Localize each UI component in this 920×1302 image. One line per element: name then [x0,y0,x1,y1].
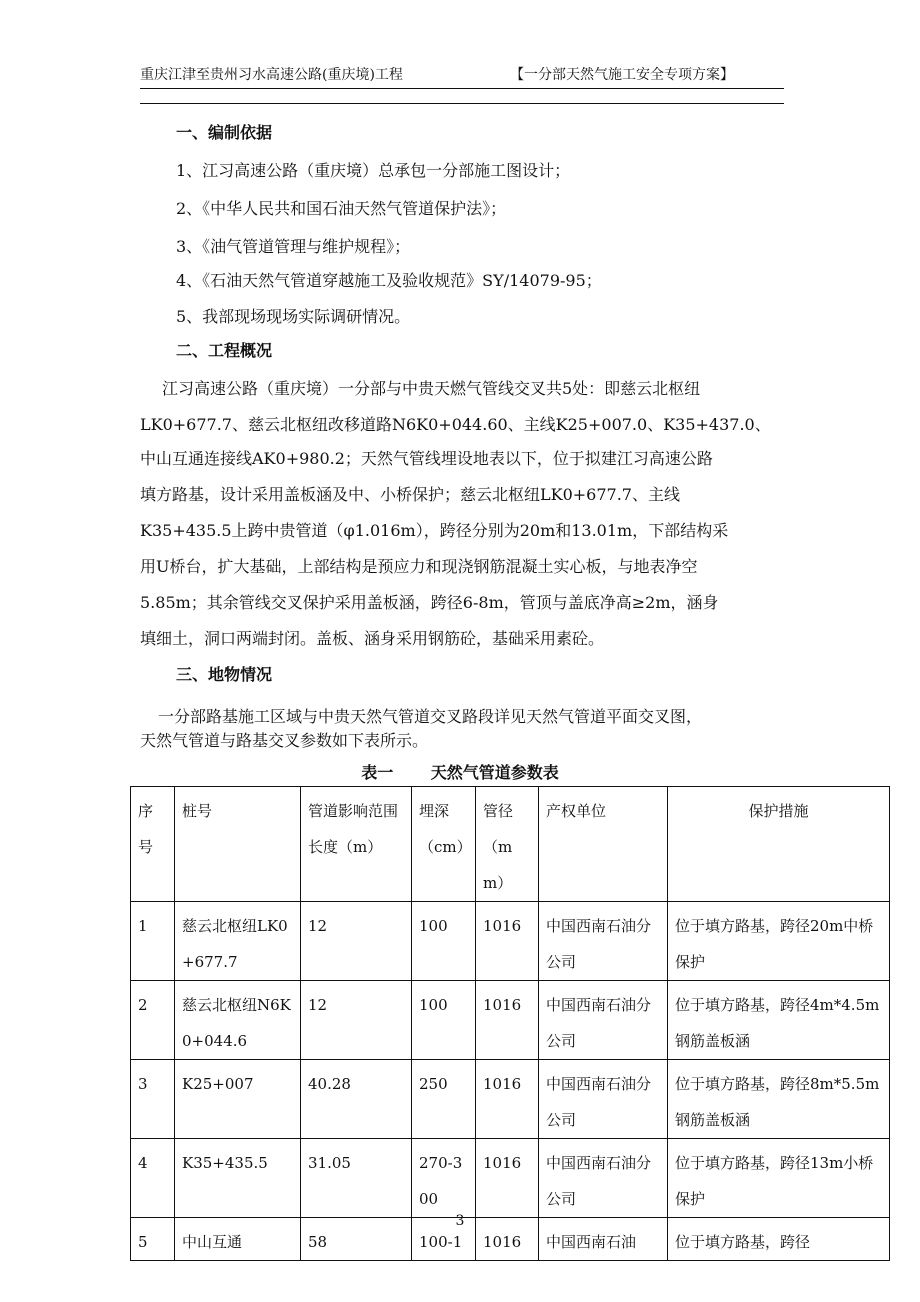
table-cell: 中国西南石油分公司 [539,981,668,1060]
header-cell: 管道影响范围长度（m） [301,787,412,902]
table-row [131,981,890,1060]
section1-heading: 一、编制依据 [176,123,273,142]
table-cell: 中山互通 [175,1218,301,1261]
page-header [140,64,784,86]
table-cell: 1016 [476,1218,539,1261]
table-cell: 1 [131,902,175,981]
table-row [131,1060,890,1139]
table-cell: K25+007 [175,1060,301,1139]
header-cell: 桩号 [175,787,301,902]
table-cell: 4 [131,1139,175,1218]
header-document-title: 【一分部天然气施工安全专项方案】 [510,67,734,83]
table-cell: 5 [131,1218,175,1261]
header-rule-top [140,88,784,89]
table-cell: 中国西南石油分公司 [539,1139,668,1218]
table-cell: 位于填方路基，跨径4m*4.5m钢筋盖板涵 [668,981,890,1060]
table-cell: 中国西南石油分公司 [539,902,668,981]
table-cell: 1016 [476,1060,539,1139]
section2-paragraph-line: 中山互通连接线AK0+980.2；天然气管线埋设地表以下，位于拟建江习高速公路 [140,449,713,468]
table-cell: 58 [301,1218,412,1261]
section3-heading: 三、地物情况 [176,665,273,684]
section2-heading: 二、工程概况 [176,341,273,360]
pipeline-parameter-table [130,786,890,1261]
section2-paragraph-line: 用U桥台，扩大基础，上部结构是预应力和现浇钢筋混凝土实心板，与地表净空 [140,557,698,576]
header-rule-bottom [140,103,784,104]
table-cell: 慈云北枢纽LK0+677.7 [175,902,301,981]
table-cell: 位于填方路基，跨径20m中桥保护 [668,902,890,981]
section2-paragraph-line: 填细土，洞口两端封闭。盖板、涵身采用钢筋砼，基础采用素砼。 [140,629,605,648]
table-cell: 2 [131,981,175,1060]
header-cell: 管径（mm） [476,787,539,902]
table-cell: 12 [301,902,412,981]
table-cell: 31.05 [301,1139,412,1218]
table-cell: 中国西南石油 [539,1218,668,1261]
table-cell: 慈云北枢纽N6K0+044.6 [175,981,301,1060]
table-header-row [131,787,890,902]
section3-paragraph-line: 一分部路基施工区域与中贵天然气管道交叉路段详见天然气管道平面交叉图， [158,707,703,726]
section1-item: 1、江习高速公路（重庆境）总承包一分部施工图设计； [176,161,571,180]
section2-paragraph-line: 填方路基，设计采用盖板涵及中、小桥保护；慈云北枢纽LK0+677.7、主线 [140,485,680,504]
section3-paragraph-line: 天然气管道与路基交叉参数如下表所示。 [140,731,429,750]
table-cell: 100 [412,981,476,1060]
section1-item: 5、我部现场现场实际调研情况。 [176,307,411,326]
table-cell: 40.28 [301,1060,412,1139]
section1-item: 4、《石油天然气管道穿越施工及验收规范》SY/14079-95； [176,271,602,290]
section2-paragraph-line: LK0+677.7、慈云北枢纽改移道路N6K0+044.60、主线K25+007.0、K35+437.0、 [140,415,771,434]
header-cell: 保护措施 [668,787,890,902]
section2-paragraph-line: 5.85m；其余管线交叉保护采用盖板涵，跨径6-8m，管顶与盖底净高≥2m，涵身 [140,593,719,612]
header-cell: 产权单位 [539,787,668,902]
table-cell: 中国西南石油分公司 [539,1060,668,1139]
header-project-title: 重庆江津至贵州习水高速公路(重庆境)工程 [140,67,403,83]
table-cell: 1016 [476,902,539,981]
table-cell: 3 [131,1060,175,1139]
table-cell: 12 [301,981,412,1060]
section2-paragraph-line: 江习高速公路（重庆境）一分部与中贵天燃气管线交叉共5处：即慈云北枢纽 [162,379,701,398]
header-cell: 序号 [131,787,175,902]
table-cell: 位于填方路基，跨径8m*5.5m钢筋盖板涵 [668,1060,890,1139]
table-cell: 1016 [476,981,539,1060]
header-cell: 埋深（cm） [412,787,476,902]
table-cell: 位于填方路基，跨径13m小桥保护 [668,1139,890,1218]
table-cell: 1016 [476,1139,539,1218]
page-number: 3 [455,1213,465,1229]
table-cell: 100-1 [412,1218,476,1261]
table-cell: 位于填方路基，跨径 [668,1218,890,1261]
section2-paragraph-line: K35+435.5上跨中贵管道（φ1.016m），跨径分别为20m和13.01m，下部结构采 [140,521,729,540]
table-cell: K35+435.5 [175,1139,301,1218]
section1-item: 2、《中华人民共和国石油天然气管道保护法》； [176,199,507,218]
table-caption-title: 天然气管道参数表 [430,763,559,782]
section1-item: 3、《油气管道管理与维护规程》； [176,237,411,256]
table-caption-label: 表一 [361,763,394,782]
table-row [131,1139,890,1218]
table-cell: 100 [412,902,476,981]
table-cell: 250 [412,1060,476,1139]
table-row [131,902,890,981]
table-caption [0,760,920,783]
table-cell: 270-300 [412,1139,476,1218]
